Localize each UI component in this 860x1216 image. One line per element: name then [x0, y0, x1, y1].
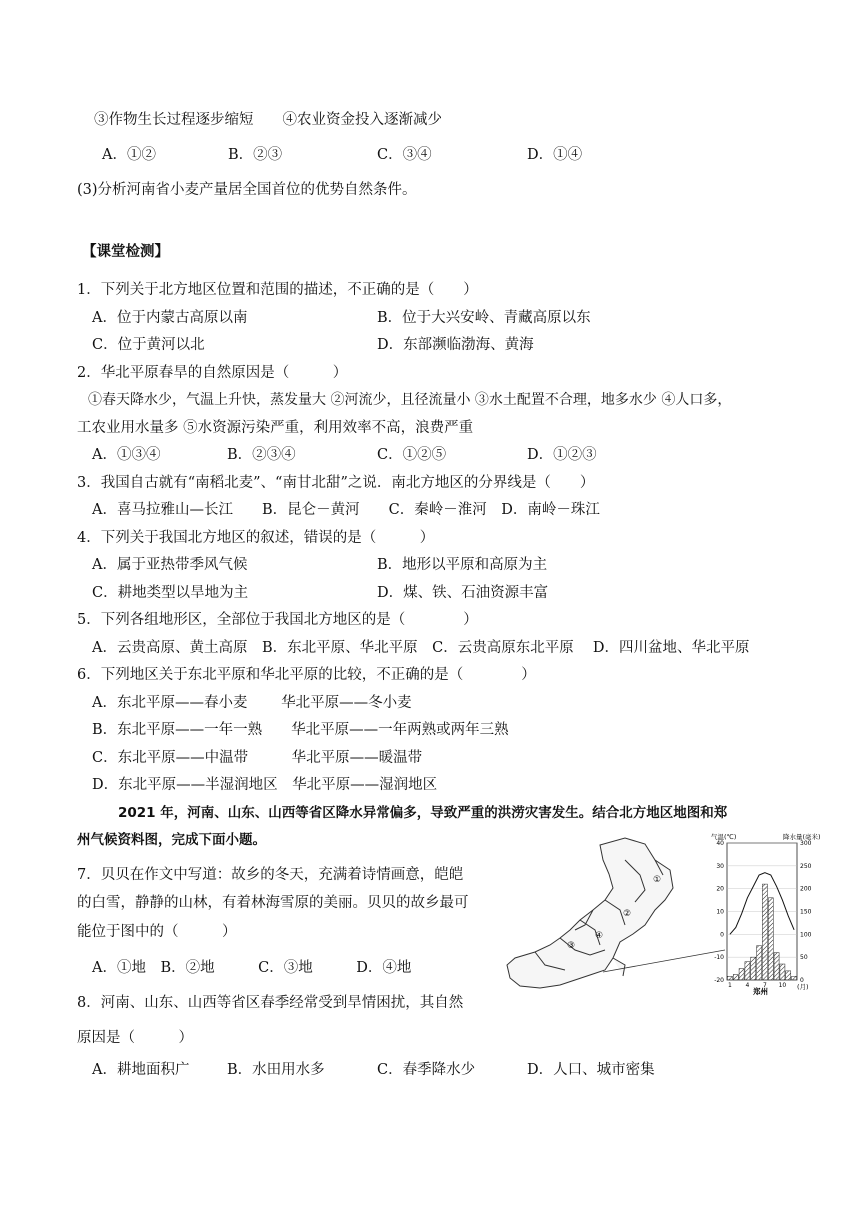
y-right-tick-label: 50	[800, 954, 808, 962]
map-label-4: ④	[595, 931, 604, 941]
q7-line2: 的白雪，静静的山林，有着林海雪原的美丽。贝贝的故乡最可	[77, 895, 469, 911]
q1-c: C．位于黄河以北	[92, 337, 205, 353]
q8-choice-c: C．春季降水少	[377, 1062, 476, 1078]
precip-bar	[768, 898, 773, 980]
figure-svg	[505, 830, 821, 996]
y-left-tick-label: -20	[714, 977, 724, 984]
q6-a: A．东北平原——春小麦 华北平原——冬小麦	[92, 695, 412, 711]
y-right-tick-label: 250	[800, 862, 812, 870]
q6-c: C．东北平原——中温带 华北平原——暖温带	[92, 750, 423, 766]
q6-d: D．东北平原——半湿润地区 华北平原——湿润地区	[92, 777, 438, 793]
map-label-2: ②	[623, 909, 632, 919]
north-china-map	[507, 838, 673, 988]
q3-stem: 3．我国自古就有“南稻北麦”、“南甘北甜”之说．南北方地区的分界线是（ ）	[77, 475, 595, 491]
y-right-tick-label: 100	[800, 931, 812, 939]
q2-choice-c: C．①②⑤	[377, 447, 447, 463]
q2-stem: 2．华北平原春旱的自然原因是（ ）	[77, 365, 348, 381]
intro-line2: 州气候资料图，完成下面小题。	[77, 832, 266, 848]
q4-d: D．煤、铁、石油资源丰富	[377, 585, 549, 601]
q2-line1: ①春天降水少，气温上升快，蒸发量大 ②河流少，且径流量小 ③水土配置不合理，地多水少 ④人口多，	[88, 392, 732, 408]
q8-choice-d: D．人口、城市密集	[527, 1062, 655, 1078]
q5-options: A．云贵高原、黄土高原 B．东北平原、华北平原 C．云贵高原东北平原 D．四川盆地、华北平原	[92, 640, 750, 656]
q4-c: C．耕地类型以旱地为主	[92, 585, 249, 601]
precip-bar	[786, 971, 791, 980]
precip-bar	[745, 962, 750, 980]
y-left-tick-label: 10	[716, 908, 724, 916]
prev-choice-c: C．③④	[377, 147, 432, 163]
chart-ylabel-right: 降水量(毫米)	[783, 833, 821, 841]
intro-line1: 2021 年，河南、山东、山西等省区降水异常偏多，导致严重的洪涝灾害发生。结合北方地区地图和郑	[118, 805, 728, 821]
y-left-tick-label: 0	[720, 931, 724, 939]
q7-line3: 能位于图中的（ ）	[77, 924, 237, 940]
q2-choice-d: D．①②③	[527, 447, 597, 463]
y-right-tick-label: 200	[800, 885, 812, 893]
q3-options: A．喜马拉雅山—长江 B．昆仑－黄河 C．秦岭－淮河 D．南岭－珠江	[92, 502, 600, 518]
x-tick-label: 10	[778, 982, 787, 989]
q1-stem: 1．下列关于北方地区位置和范围的描述，不正确的是（ ）	[77, 282, 478, 298]
x-tick-label: 7	[763, 982, 767, 989]
q4-b: B．地形以平原和高原为主	[377, 557, 548, 573]
prev-choice-b: B．②③	[228, 147, 283, 163]
prev-choice-a: A．①②	[102, 147, 156, 163]
q8-choice-b: B．水田用水多	[227, 1062, 325, 1078]
figure-map-and-climate	[505, 830, 821, 996]
precip-bar	[780, 964, 785, 980]
map-label-1: ①	[653, 875, 662, 885]
y-left-tick-label: 40	[716, 840, 724, 847]
x-tick-label: 4	[745, 982, 750, 989]
q4-stem: 4．下列关于我国北方地区的叙述，错误的是（ ）	[77, 530, 435, 546]
y-left-tick-label: -10	[714, 954, 724, 962]
x-tick-label: 1	[728, 982, 732, 989]
y-right-tick-label: 300	[800, 840, 812, 847]
q2-choice-a: A．①③④	[92, 447, 161, 463]
section-title: 【课堂检测】	[82, 244, 169, 260]
y-right-tick-label: 150	[800, 908, 812, 916]
q6-b: B．东北平原——一年一熟 华北平原——一年两熟或两年三熟	[92, 722, 509, 738]
q4-a: A．属于亚热带季风气候	[92, 557, 248, 573]
precip-bar	[762, 884, 767, 980]
q1-a: A．位于内蒙古高原以南	[92, 310, 248, 326]
y-left-tick-label: 20	[716, 885, 724, 893]
chart-xlabel: (月)	[797, 983, 809, 991]
precip-bar	[792, 976, 797, 980]
q1-d: D．东部濒临渤海、黄海	[377, 337, 534, 353]
q8-line1: 8．河南、山东、山西等省区春季经常受到旱情困扰，其自然	[77, 995, 464, 1011]
q8-choice-a: A．耕地面积广	[92, 1062, 190, 1078]
q7-options: A．①地 B．②地 C．③地 D．④地	[92, 960, 412, 976]
q5-stem: 5．下列各组地形区，全部位于我国北方地区的是（ ）	[77, 612, 478, 628]
q7-line1: 7．贝贝在作文中写道：故乡的冬天，充满着诗情画意，皑皑	[77, 867, 464, 883]
chart-title: 郑州	[753, 987, 768, 996]
y-right-tick-label: 0	[800, 977, 804, 984]
chart-ylabel-left: 气温(℃)	[711, 833, 737, 841]
y-left-tick-label: 30	[716, 862, 724, 870]
q2-line2: 工农业用水量多 ⑤水资源污染严重，利用效率不高，浪费严重	[77, 420, 474, 436]
map-label-3: ③	[567, 941, 576, 951]
precip-bar	[727, 976, 732, 980]
leader-line	[603, 950, 725, 972]
precip-bar	[774, 953, 779, 980]
precip-bar	[739, 969, 744, 980]
precip-bar	[751, 957, 756, 980]
q6-stem: 6．下列地区关于东北平原和华北平原的比较，不正确的是（ ）	[77, 667, 536, 683]
precip-bar	[733, 975, 738, 980]
prev-options-line: ③作物生长过程逐步缩短 ④农业资金投入逐渐减少	[94, 112, 442, 128]
climate-chart	[711, 832, 821, 996]
q8-line2: 原因是（ ）	[77, 1030, 193, 1046]
q1-b: B．位于大兴安岭、青藏高原以东	[377, 310, 591, 326]
q2-choice-b: B．②③④	[227, 447, 296, 463]
prev-sub3: (3)分析河南省小麦产量居全国首位的优势自然条件。	[77, 182, 417, 198]
prev-choice-d: D．①④	[527, 147, 583, 163]
precip-bar	[757, 946, 762, 980]
